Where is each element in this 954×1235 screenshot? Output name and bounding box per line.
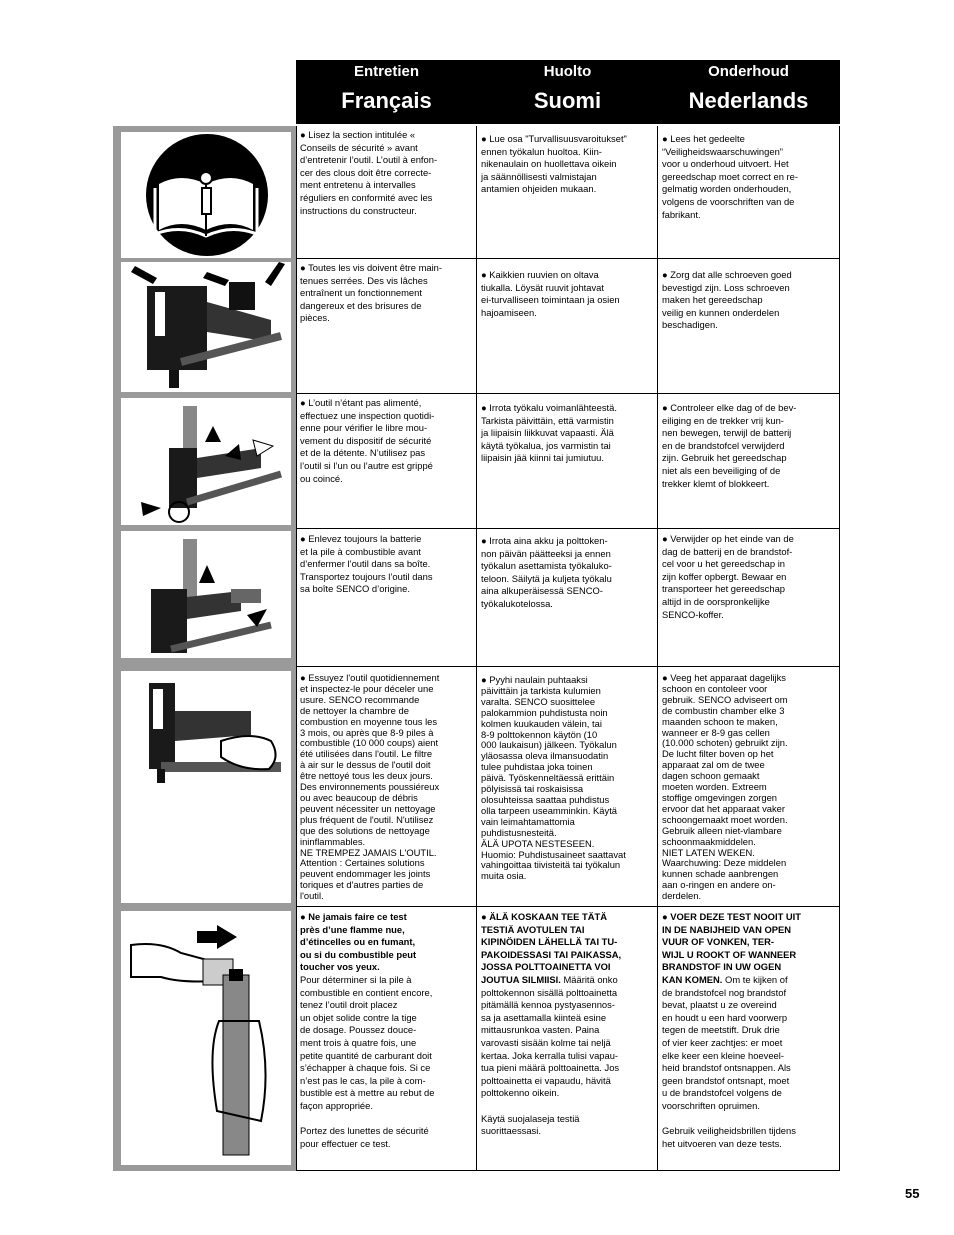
trigger-inspection-icon: [121, 398, 291, 525]
info-book-icon: [121, 132, 291, 258]
fi-text-row2: ● Kaikkien ruuvien on oltava tiukalla. Löysät ruuvit johtavat ei-turvalliseen toimintaan ja osien hajoamiseen.: [481, 269, 620, 318]
row-divider: [296, 528, 840, 529]
fr-text-row5: ● Essuyez l'outil quotidiennement et inspectez-le pour déceler une usure. SENCO recommande de nettoyer la chambre de combustion en moyenne tous les 3 mois, ou après que 8-9 piles à combustible (10 000 coups) aient été utilisées dans l'outil. Le filtre à air sur le dessus de l'outil doit être nettoyé tous les deux jours. Des environnements poussiéreux ou avec beaucoup de débris peuvent nécessiter un nettoyage plus fréquent de l'outil. N'utilisez que des solutions de nettoyage ininflammables. NE TREMPEZ JAMAIS L'OUTIL. Attention : Certaines solutions peuvent endommager les joints toriques et d'autres parties de l'outil.: [300, 672, 440, 902]
column-divider: [657, 126, 658, 1171]
fuel-cell-test-icon: [121, 911, 291, 1165]
fr-text-row4: ● Enlevez toujours la batterie et la pile à combustible avant d’enfermer l’outil dans sa boîte. Transportez toujours l’outil dans sa boîte SENCO d’origine.: [300, 533, 433, 595]
section-title-fr: Entretien: [353, 63, 419, 80]
nl-body: Om te kijken of de brandstofcel nog brandstof bevat, plaatst u ze overeind en houdt u een hard voorwerp tegen de meetstift. Druk drie of vier keer zachtjes: er moet elke keer een kleine hoeveel- heid brandstof ontsnappen. Als geen brandstof ontsnapt, moet u de brandstofcel volgens de voorschriften opruimen. Gebruik veiligheidsbrillen tijdens het uitvoeren van deze tests.: [662, 973, 796, 1149]
nl-text-row5: ● Veeg het apparaat dagelijks schoon en contoleer voor gebruik. SENCO adviseert om de combustin chamber elke 3 maanden schoon te maken, wanneer er 8-9 gas cellen (10.000 schoten) gebruikt zijn. De lucht filter boven op het apparaat zal om de twee dagen schoon gemaakt moeten worden. Extreem stoffige omgevingen zorgen ervoor dat het apparaat vaker schoongemaakt moet worden. Gebruik alleen niet-vlambare schoonmaakmiddelen. NIET LATEN WEKEN. Waarchuwing: Deze middelen kunnen schade aanbrengen aan o-ringen en andere on- derdelen.: [662, 672, 788, 902]
tighten-screws-icon: [121, 262, 291, 392]
wipe-tool-icon: [121, 671, 291, 903]
row-divider: [296, 666, 840, 667]
fr-text-row2: ● Toutes les vis doivent être main- tenues serrées. Des vis lâches entraînent un fonctionnement dangereux et des brisures de pièces.: [300, 262, 443, 324]
nl-warning-bold: ● VOER DEZE TEST NOOIT UIT IN DE NABIJHEID VAN OPEN VUUR OF VONKEN, TER- WIJL U ROOKT OF WANNEER BRANDSTOF IN UW OGEN KAN KOMEN.: [662, 911, 802, 985]
fi-text-row1: ● Lue osa "Turvallisuusvaroitukset" ennen työkalun huoltoa. Kiin- nikenaulain on huollettava oikein ja säännöllisesti valmistajan antamien ohjeiden mukaan.: [481, 133, 627, 195]
nl-text-row1: ● Lees het gedeelte “Veiligheidswaarschuwingen” voor u onderhoud uitvoert. Het gereedschap moet correct en re- gelmatig worden onderhouden, volgens de voorschriften van de fabrikant.: [662, 133, 799, 220]
fr-text-row1: ● Lisez la section intitulée « Conseils de sécurité » avant d’entretenir l’outil. L’outil à enfon- cer des clous doit être correcte- ment entretenu à intervalles réguliers en conformité avec les instructions du constructeur.: [300, 129, 438, 216]
fi-text-row6: [479, 911, 621, 1138]
nl-text-row2: ● Zorg dat alle schroeven goed bevestigd zijn. Loss schroeven maken het gereedschap veilig en kunnen onderdelen beschadigen.: [662, 269, 792, 331]
column-divider: [476, 126, 477, 1171]
nl-text-row4: ● Verwijder op het einde van de dag de batterij en de brandstof- cel voor u het gereedschap in zijn koffer opbergt. Bewaar en transporteer het gereedschap altijd in de oorspronkelijke SENCO-koffer.: [662, 533, 794, 620]
fi-text-row3: ● Irrota työkalu voimanlähteestä. Tarkista päivittäin, että varmistin ja liipaisin liikkuvat vapaasti. Älä käytä työkalua, jos varmistin tai liipaisin jää kiinni tai jumiutuu.: [481, 402, 617, 464]
fr-text-row6: [298, 911, 434, 1150]
fr-text-row3: ● L’outil n’étant pas alimenté, effectuez une inspection quotidi- enne pour vérifier le libre mou- vement du dispositif de sécurité et de la détente. N’utilisez pas l’outil si l’un ou l’autre est grippé ou coincé.: [300, 397, 435, 484]
row-divider: [296, 393, 840, 394]
fr-body: Pour déterminer si la pile à combustible en contient encore, tenez l’outil droit placez un objet solide contre la tige de dosage. Poussez douce- ment trois à quatre fois, une petite quantité de carburant doit s’échapper à chaque fois. Si ce n’est pas le cas, la pile à com- bustible est à mettre au rebut de façon appropriée. Portez des lunettes de sécurité pour effectuer ce test.: [300, 973, 435, 1149]
language-header: [296, 60, 840, 124]
row-divider: [296, 258, 840, 259]
fi-body: Määritä onko polttokennon sisällä polttoainetta pitämällä kennoa pystyasennos- sa ja asettamalla kiinteä esine mittausrunkoa vasten. Paina varovasti sisään kolme tai neljä kertaa. Joka kerralla tulisi vapau- tua pieni määrä polttoainetta. Jos polttoainetta ei vapaudu, hävitä polttokenno oikein. Käytä suojalaseja testiä suorittaessasi.: [481, 973, 620, 1137]
remove-battery-icon: [121, 531, 291, 658]
fi-text-row4: ● Irrota aina akku ja polttoken- non päivän päätteeksi ja ennen työkalun asettamista työkaluko- teloon. Säilytä ja kuljeta työkalu aina alkuperäisessä SENCO- työkalukotelossa.: [481, 535, 612, 609]
nl-text-row6: [660, 911, 801, 1150]
nl-text-row3: ● Controleer elke dag of de bev- eiliging en de trekker vrij kun- nen bewegen, terwijl de batterij en de brandstofcel verwijderd zijn. Gebruik het gereedschap niet als een beveiliging of de trekker klemt of blokkeert.: [662, 402, 797, 489]
language-title-fi: Suomi: [533, 88, 602, 113]
language-title-nl: Nederlands: [688, 88, 809, 113]
fi-warning-bold: ● ÄLÄ KOSKAAN TEE TÄTÄ TESTIÄ AVOTULEN TAI KIPINÖIDEN LÄHELLÄ TAI TU- PAKOIDESSASI TAI PAIKASSA, JOSSA POLTTOAINETTA VOI JOUTUA SILMIISI.: [481, 911, 622, 985]
page-number: 55: [905, 1186, 920, 1201]
fi-text-row5: ● Pyyhi naulain puhtaaksi päivittäin ja tarkista kulumien varalta. SENCO suosittelee palokammion puhdistusta noin kolmen kuukauden välein, tai 8-9 polttokennon käytön (10 000 laukaisun) jälkeen. Työkalun yläosassa oleva ilmansuodatin tulee puhdistaa joka toinen päivä. Työskenneltäessä erittäin pölyisissä tai roskaisissa olosuhteissa saattaa puhdistus olla tarpeen useamminkin. Käytä vain leimahtamattomia puhdistusnesteitä. ÄLÄ UPOTA NESTESEEN. Huomio: Puhdistusaineet saattavat vahingoittaa tiivisteitä tai työkalun muita osia.: [481, 674, 626, 882]
language-title-fr: Français: [341, 88, 432, 113]
section-title-nl: Onderhoud: [708, 63, 789, 80]
section-title-fi: Huolto: [543, 63, 592, 80]
row-divider: [296, 906, 840, 907]
fr-warning-bold: ● Ne jamais faire ce test près d’une flamme nue, d’étincelles ou en fumant, ou si du combustible peut toucher vos yeux.: [300, 911, 417, 973]
